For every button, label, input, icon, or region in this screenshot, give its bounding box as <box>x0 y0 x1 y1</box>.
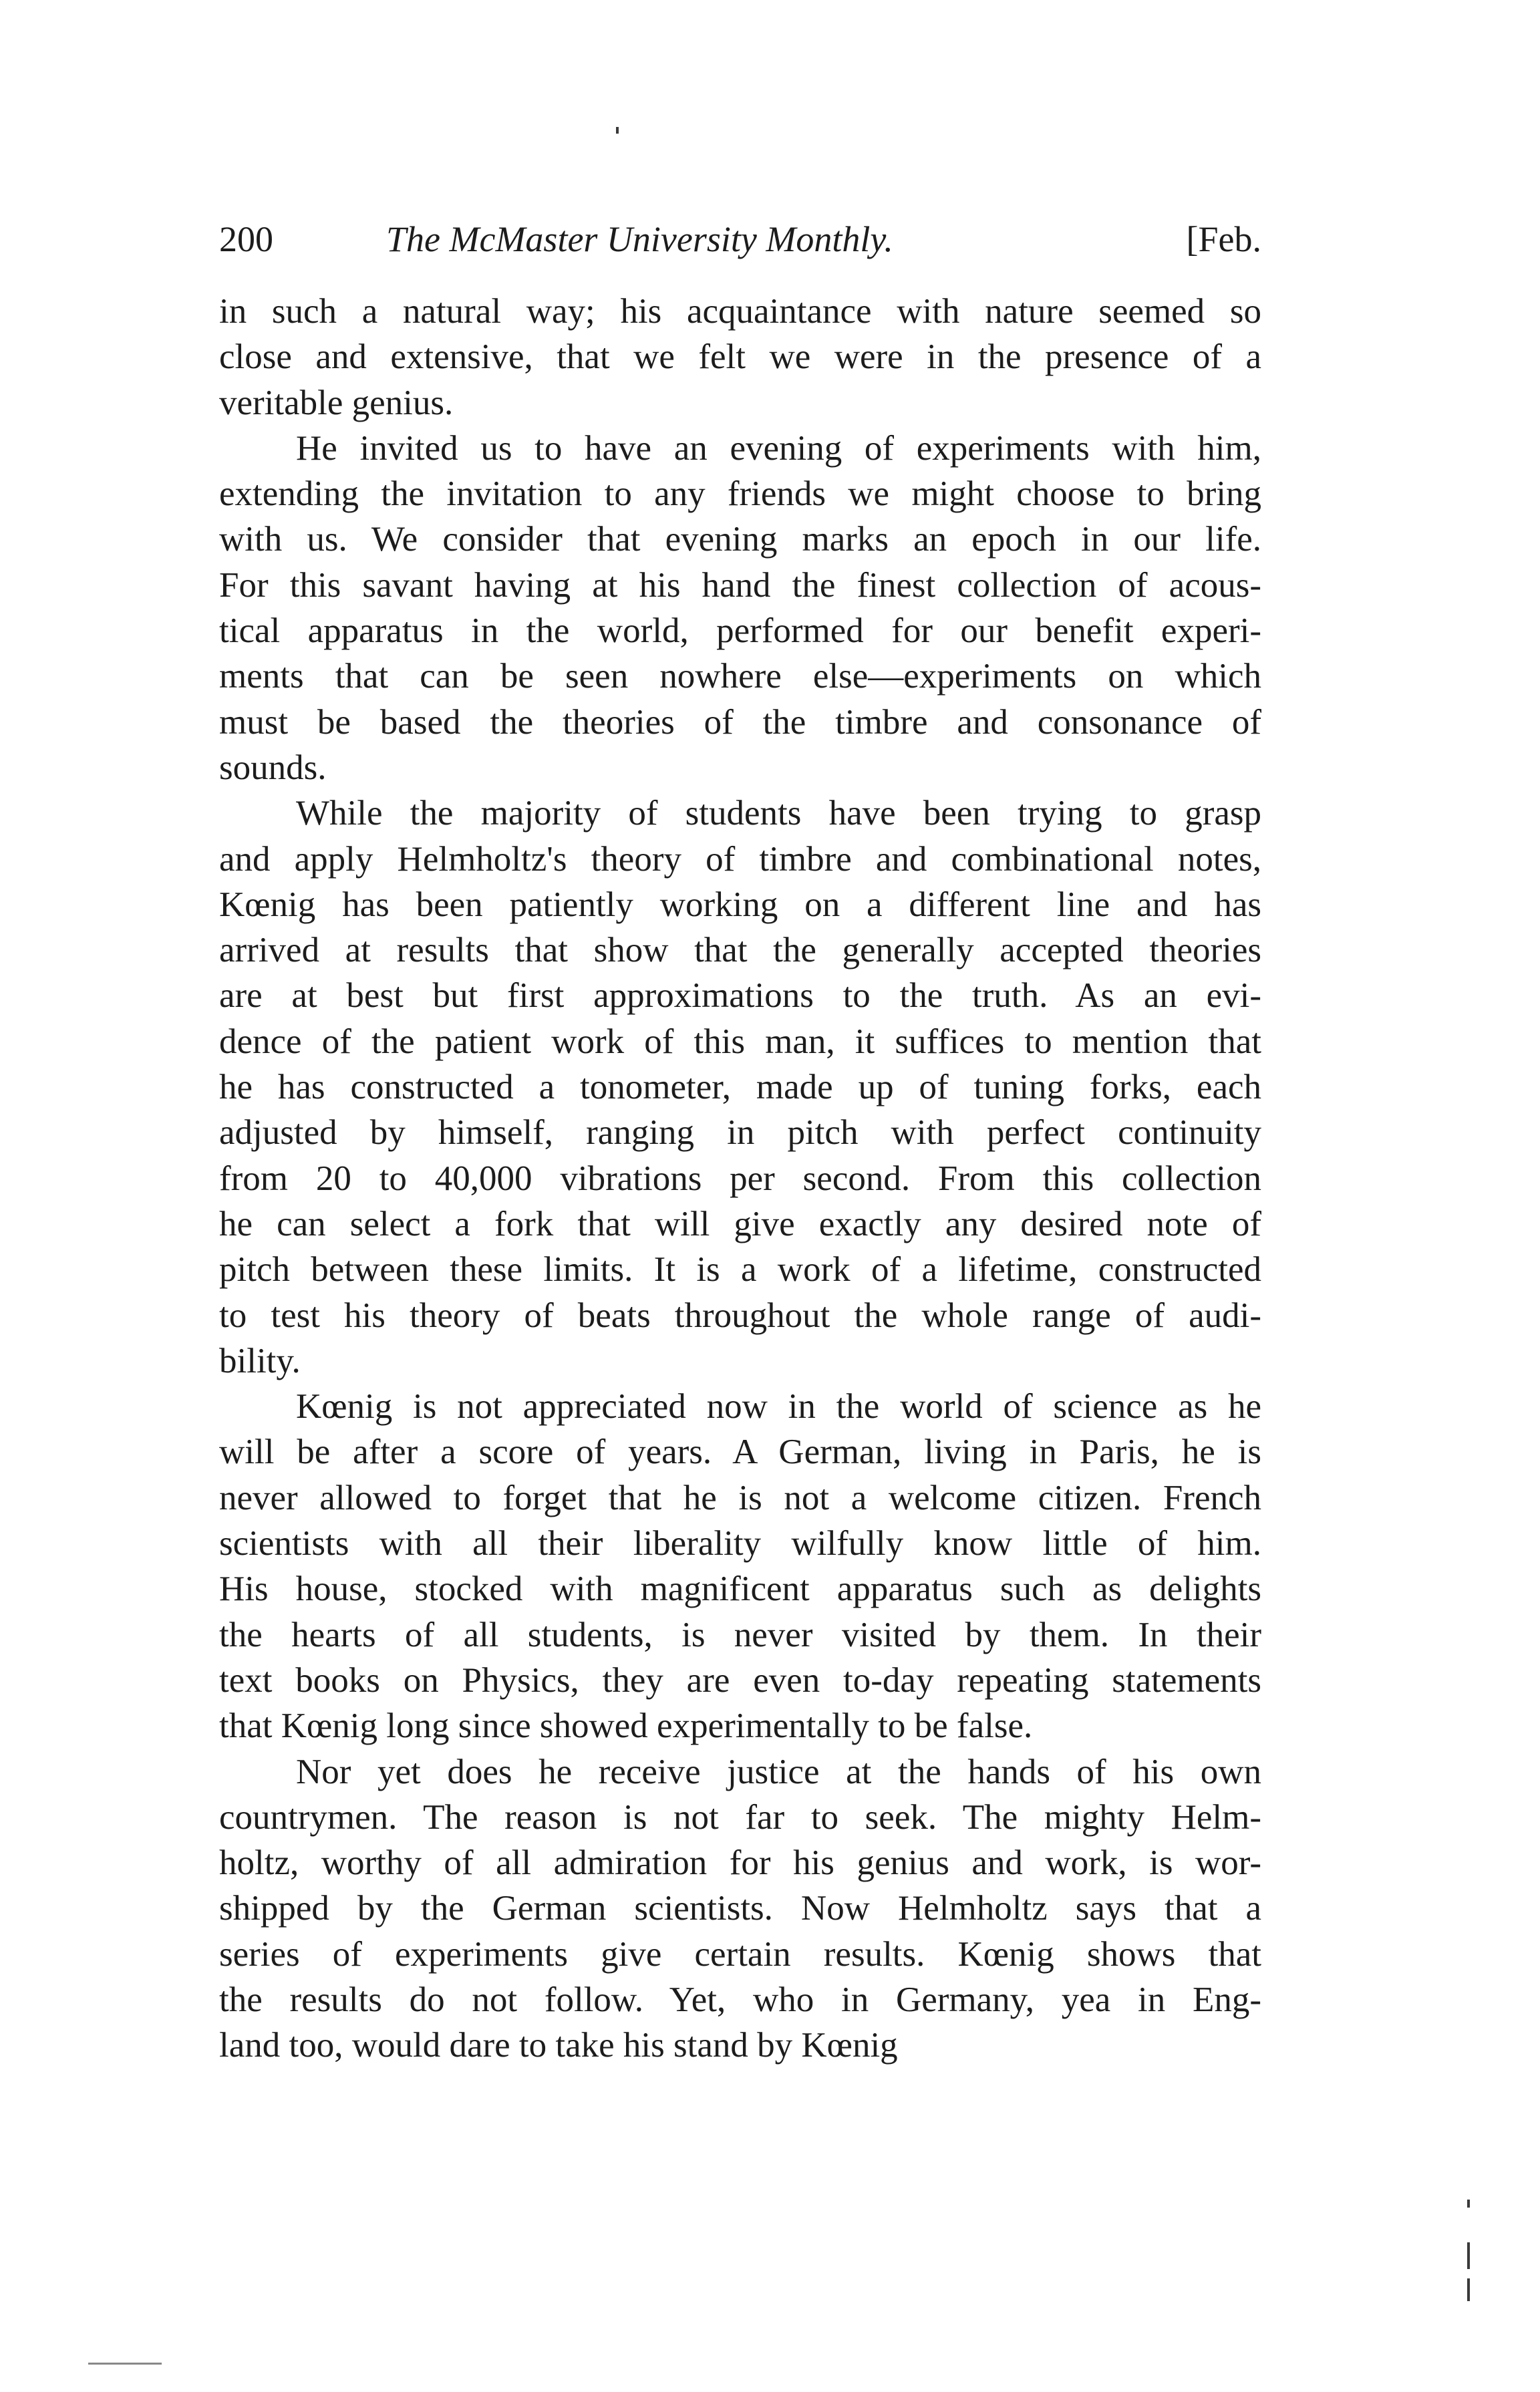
page-number: 200 <box>219 219 273 259</box>
text-line: land too, would dare to take his stand by Kœnig <box>219 2026 898 2065</box>
text-line: must be based the theories of the timbre and consonance of <box>219 702 1261 742</box>
text-line: His house, stocked with magnificent apparatus such as delights <box>219 1569 1261 1609</box>
text-line: arrived at results that show that the generally accepted theories <box>219 931 1261 970</box>
text-line: He invited us to have an evening of experiments with him, <box>296 428 1261 468</box>
text-line: text books on Physics, they are even to-day repeating statements <box>219 1660 1261 1700</box>
running-title: The McMaster University Monthly. <box>386 219 893 259</box>
text-line: bility. <box>219 1341 301 1380</box>
text-line: from 20 to 40,000 vibrations per second. From this collection <box>219 1159 1261 1198</box>
text-line: are at best but first approximations to the truth. As an evi- <box>219 976 1261 1016</box>
header-date: [Feb. <box>1186 219 1261 259</box>
body-text <box>219 289 1261 2069</box>
text-line: in such a natural way; his acquaintance with nature seemed so <box>219 292 1261 331</box>
text-line: will be after a score of years. A German, living in Paris, he is <box>219 1433 1261 1472</box>
text-line: ments that can be seen nowhere else—experiments on which <box>219 657 1261 696</box>
text-line: Kœnig is not appreciated now in the world of science as he <box>296 1387 1261 1427</box>
text-line: that Kœnig long since showed experimentally to be false. <box>219 1706 1033 1746</box>
text-line: sounds. <box>219 748 327 787</box>
text-line: and apply Helmholtz's theory of timbre and combinational notes, <box>219 839 1261 879</box>
text-line: tical apparatus in the world, performed for our benefit experi- <box>219 611 1261 651</box>
text-line: he has constructed a tonometer, made up of tuning forks, each <box>219 1068 1261 1107</box>
text-line: While the majority of students have been trying to grasp <box>296 794 1261 833</box>
scan-speck <box>1467 2278 1470 2301</box>
text-line: shipped by the German scientists. Now Helmholtz says that a <box>219 1889 1261 1928</box>
text-line: Nor yet does he receive justice at the hands of his own <box>296 1752 1261 1791</box>
text-line: close and extensive, that we felt we were in the presence of a <box>219 337 1261 377</box>
page-header <box>219 212 1261 266</box>
text-line: countrymen. The reason is not far to seek. The mighty Helm- <box>219 1797 1261 1837</box>
text-line: scientists with all their liberality wilfully know little of him. <box>219 1524 1261 1563</box>
scan-speck <box>88 2363 162 2365</box>
text-line: never allowed to forget that he is not a welcome citizen. French <box>219 1478 1261 1517</box>
text-line: For this savant having at his hand the finest collection of acous- <box>219 565 1261 605</box>
text-line: adjusted by himself, ranging in pitch with perfect continuity <box>219 1113 1261 1153</box>
text-line: dence of the patient work of this man, it suffices to mention that <box>219 1022 1261 1061</box>
text-line: he can select a fork that will give exactly any desired note of <box>219 1204 1261 1243</box>
text-line: with us. We consider that evening marks an epoch in our life. <box>219 520 1261 559</box>
text-line: the hearts of all students, is never visited by them. In their <box>219 1615 1261 1654</box>
text-line: to test his theory of beats throughout the whole range of audi- <box>219 1296 1261 1335</box>
text-line: Kœnig has been patiently working on a different line and has <box>219 885 1261 924</box>
text-line: extending the invitation to any friends we might choose to bring <box>219 474 1261 514</box>
text-line: series of experiments give certain results. Kœnig shows that <box>219 1934 1261 1974</box>
text-line: the results do not follow. Yet, who in Germany, yea in Eng- <box>219 1980 1261 2019</box>
scan-speck <box>1467 2242 1470 2269</box>
scan-speck <box>616 127 619 134</box>
text-line: pitch between these limits. It is a work of a lifetime, constructed <box>219 1250 1261 1290</box>
text-line: veritable genius. <box>219 383 454 422</box>
text-line: holtz, worthy of all admiration for his genius and work, is wor- <box>219 1843 1261 1883</box>
scan-speck <box>1467 2200 1470 2208</box>
